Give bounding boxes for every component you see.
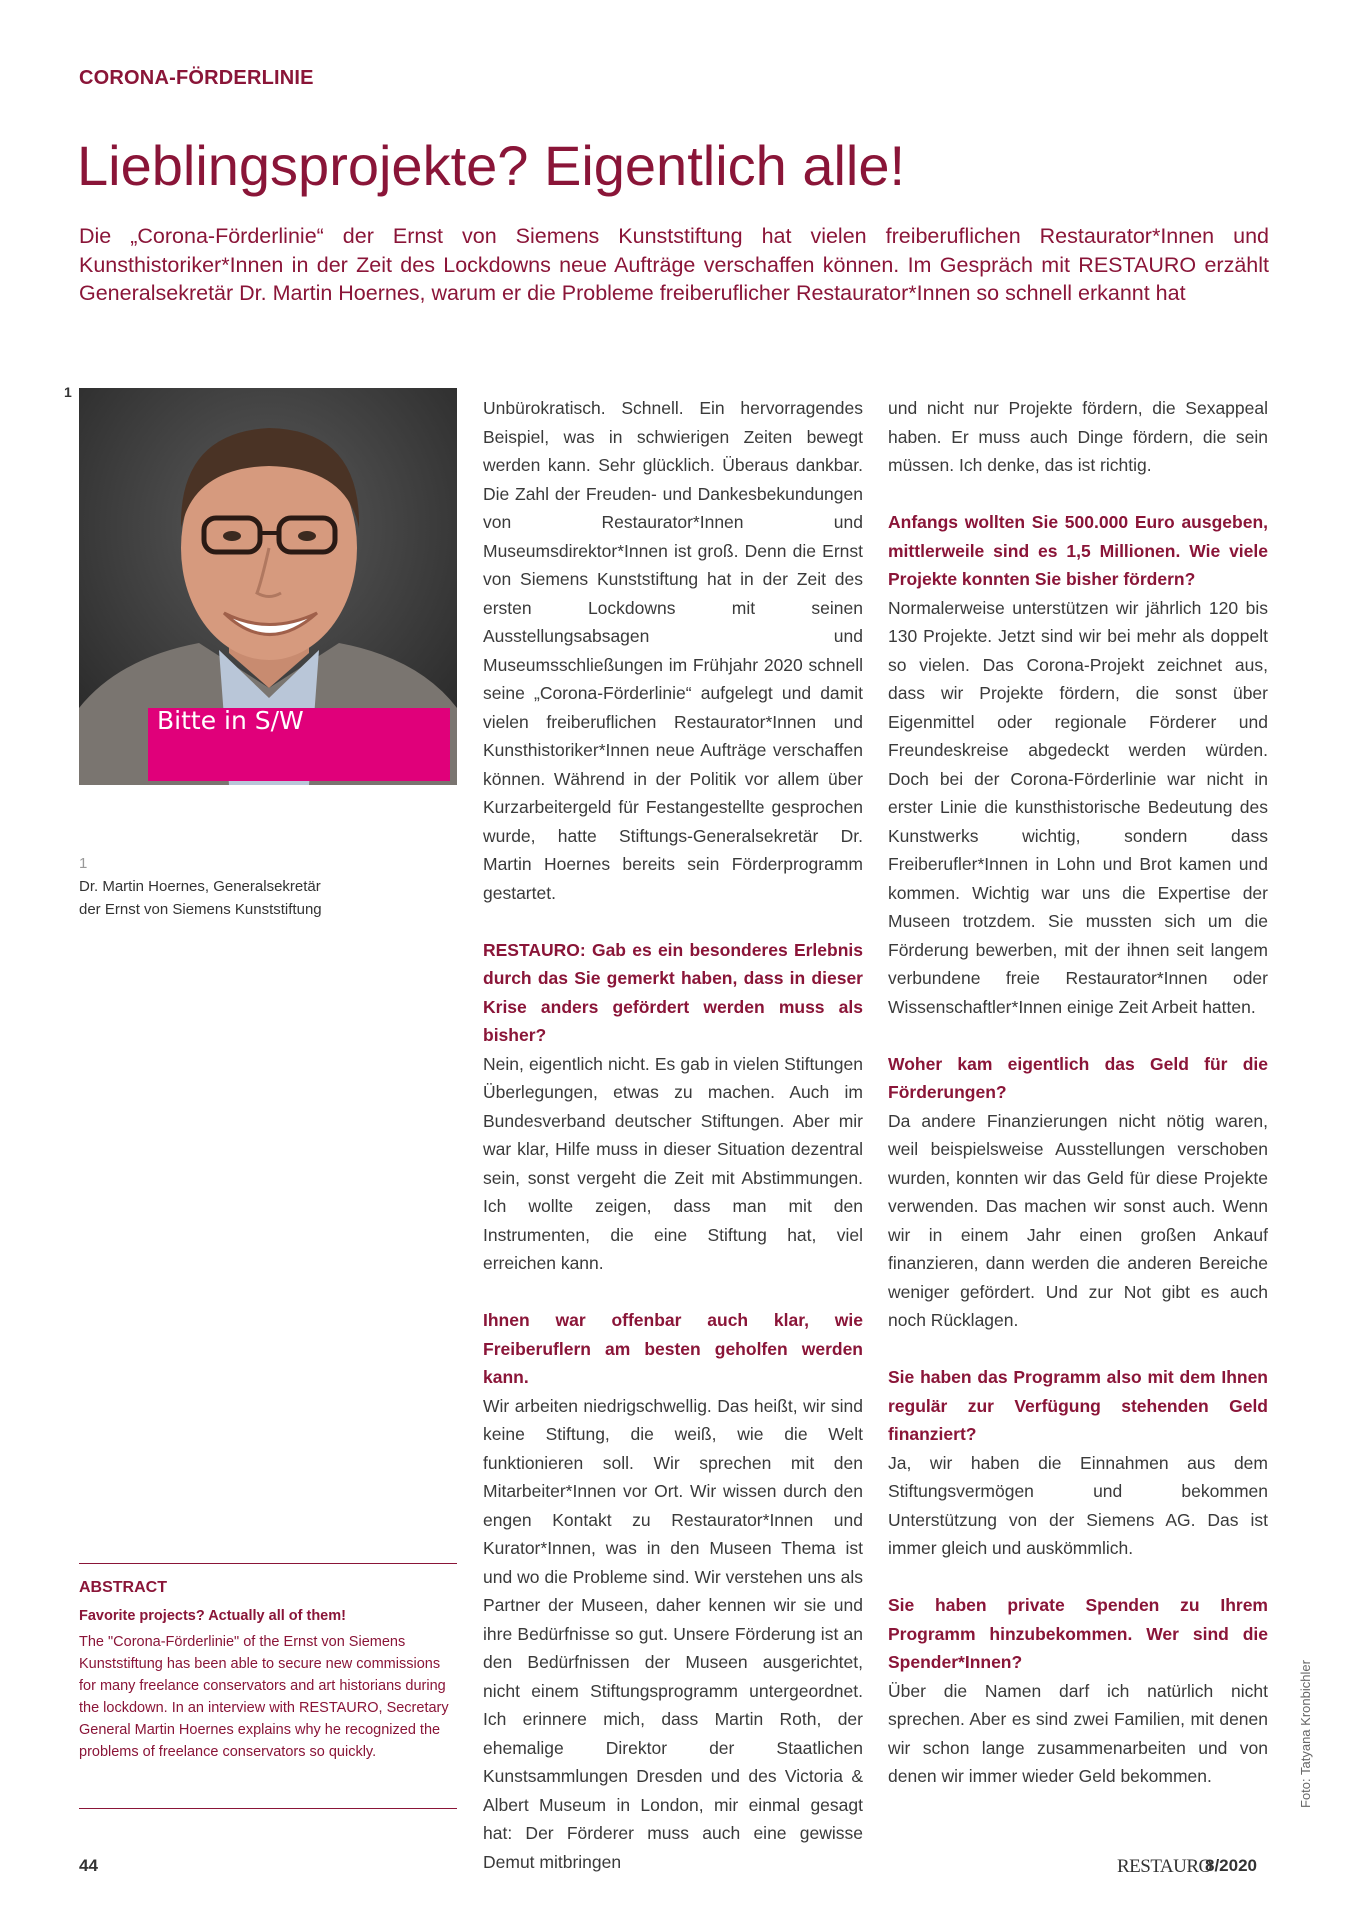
- interview-question: Sie haben private Spenden zu Ihrem Programm hinzubekommen. Wer sind die Spender*Innen?: [888, 1595, 1268, 1672]
- overlay-label: Bitte in S/W: [157, 706, 304, 735]
- abstract-top-rule: [79, 1563, 457, 1564]
- text-column-1: [483, 394, 863, 1876]
- interview-answer: Da andere Finanzierungen nicht nötig waren, weil beispielsweise Ausstellungen verschoben wurden, konnten wir das Geld für diese Projekte verwenden. Das machen wir sonst auch. Wenn wir in einem Jahr einen großen Ankauf finanzieren, dann werden die anderen Bereiche weniger gefördert. Und zur Not gibt es auch noch Rücklagen.: [888, 1110, 1268, 1330]
- abstract-title: ABSTRACT: [79, 1579, 167, 1596]
- photo-credit: Foto: Tatyana Kronbichler: [1298, 1660, 1313, 1808]
- interview-answer: Ja, wir haben die Einnahmen aus dem Stiftungsvermögen und bekommen Unterstützung von der Siemens AG. Das ist immer gleich und auskömmlich.: [888, 1452, 1268, 1558]
- interview-question: Woher kam eigentlich das Geld für die Förderungen?: [888, 1053, 1268, 1102]
- caption-text: Dr. Martin Hoernes, Generalsekretär der Ernst von Siemens Kunststiftung: [79, 878, 322, 918]
- section-kicker: CORONA-FÖRDERLINIE: [79, 67, 314, 89]
- article-headline: Lieblingsprojekte? Eigentlich alle!: [77, 134, 906, 197]
- caption-number: 1: [79, 855, 88, 872]
- portrait-photo: [79, 388, 457, 785]
- abstract-bottom-rule: [79, 1808, 457, 1809]
- figure-caption: [79, 852, 339, 921]
- magazine-logo: RESTAURO: [1117, 1856, 1212, 1877]
- interview-answer: Normalerweise unterstützen wir jährlich 120 bis 130 Projekte. Jetzt sind wir bei mehr als doppelt so vielen. Das Corona-Projekt zeichnet aus, dass wir Projekte fördern, die sonst über Eigenmittel oder regionale Förderer und Freundeskreise abgedeckt werden würden. Doch bei der Corona-Förderlinie war nicht in erster Linie die kunsthistorische Bedeutung des Kunstwerks wichtig, sondern dass Freiberufler*Innen in Lohn und Brot kamen und kommen. Wichtig war uns die Expertise der Museen trotzdem. Sie mussten sich um die Förderung bewerben, mit der ihnen seit langem verbundene freie Restaurator*Innen oder Wissenschaftler*Innen einige Zeit Arbeit hatten.: [888, 597, 1268, 1017]
- interview-question: Sie haben das Programm also mit dem Ihnen regulär zur Verfügung stehenden Geld finanziert?: [888, 1367, 1268, 1444]
- article-lead: Die „Corona-Förderlinie“ der Ernst von Siemens Kunststiftung hat vielen freiberuflichen Restaurator*Innen und Kunsthistoriker*Innen in der Zeit des Lockdowns neue Aufträge verschaffen können. Im Gespräch mit RESTAURO erzählt Generalsekretär Dr. Martin Hoernes, warum er die Probleme freiberuflicher Restaurator*Innen so schnell erkannt hat: [79, 224, 1269, 305]
- interview-question: Ihnen war offenbar auch klar, wie Freiberuflern am besten geholfen werden kann.: [483, 1310, 863, 1387]
- interview-question: Anfangs wollten Sie 500.000 Euro ausgeben, mittlerweile sind es 1,5 Millionen. Wie viele Projekte konnten Sie bisher fördern?: [888, 512, 1268, 589]
- abstract-subtitle: Favorite projects? Actually all of them!: [79, 1608, 346, 1624]
- figure-number: 1: [64, 384, 72, 400]
- interview-answer: Über die Namen darf ich natürlich nicht sprechen. Aber es sind zwei Familien, mit denen wir schon lange zusammenarbeiten und von denen wir immer wieder Geld bekommen.: [888, 1680, 1268, 1786]
- abstract-box: [79, 1577, 457, 1763]
- text-column-2: [888, 394, 1268, 1791]
- interview-answer: Wir arbeiten niedrigschwellig. Das heißt, wir sind keine Stiftung, die weiß, wie die Welt funktionieren soll. Wir sprechen mit den Mitarbeiter*Innen vor Ort. Wir wissen durch den engen Kontakt zu Restaurator*Innen und Kurator*Innen, was in den Museen Thema ist und wo die Probleme sind. Wir verstehen uns als Partner der Museen, daher kennen wir sie und ihre Bedürfnisse so gut. Unsere Förderung ist an den Bedürfnissen der Museen ausgerichtet, nicht einem Stiftungsprogramm untergeordnet. Ich erinnere mich, dass Martin Roth, der ehemalige Direktor der Staatlichen Kunstsammlungen Dresden und des Victoria & Albert Museum in London, mir einmal gesagt hat: Der Förderer muss auch eine gewisse Demut mitbringen: [483, 1395, 863, 1872]
- page-number: 44: [79, 1856, 98, 1875]
- interview-question: RESTAURO: Gab es ein besonderes Erlebnis durch das Sie gemerkt haben, dass in dieser Krise anders gefördert werden muss als bisher?: [483, 939, 863, 1045]
- interview-answer: Nein, eigentlich nicht. Es gab in vielen Stiftungen Überlegungen, etwas zu machen. Auch im Bundesverband deutscher Stiftungen. Aber mir war klar, Hilfe muss in dieser Situation dezentral sein, sonst vergeht die Zeit mit Abstimmungen. Ich wollte zeigen, dass man mit den Instrumenten, die eine Stiftung hat, viel erreichen kann.: [483, 1053, 863, 1273]
- paragraph: und nicht nur Projekte fördern, die Sexappeal haben. Er muss auch Dinge fördern, die sein müssen. Ich denke, das ist richtig.: [888, 398, 1268, 475]
- abstract-text: The "Corona-Förderlinie" of the Ernst von Siemens Kunststiftung has been able to secure new commissions for many freelance conservators and art historians during the lockdown. In an interview with RESTAURO, Secretary General Martin Hoernes explains why he recognized the problems of freelance conservators so quickly.: [79, 1634, 449, 1760]
- paragraph: Unbürokratisch. Schnell. Ein hervorragendes Beispiel, was in schwierigen Zeiten bewegt werden kann. Sehr glücklich. Überaus dankbar. Die Zahl der Freuden- und Dankesbekundungen von Restaurator*Innen und Museumsdirektor*Innen ist groß. Denn die Ernst von Siemens Kunststiftung hat in der Zeit des ersten Lockdowns mit seinen Ausstellungsabsagen und Museumsschließungen im Frühjahr 2020 schnell seine „Corona-Förderlinie“ aufgelegt und damit vielen freiberuflichen Restaurator*Innen und Kunsthistoriker*Innen neue Aufträge verschaffen können. Während in der Politik vor allem über Kurzarbeitergeld für Festangestellte gesprochen wurde, hatte Stiftungs-Generalsekretär Dr. Martin Hoernes bereits sein Förderprogramm gestartet.: [483, 398, 863, 903]
- issue-number: 8/2020: [1205, 1856, 1257, 1875]
